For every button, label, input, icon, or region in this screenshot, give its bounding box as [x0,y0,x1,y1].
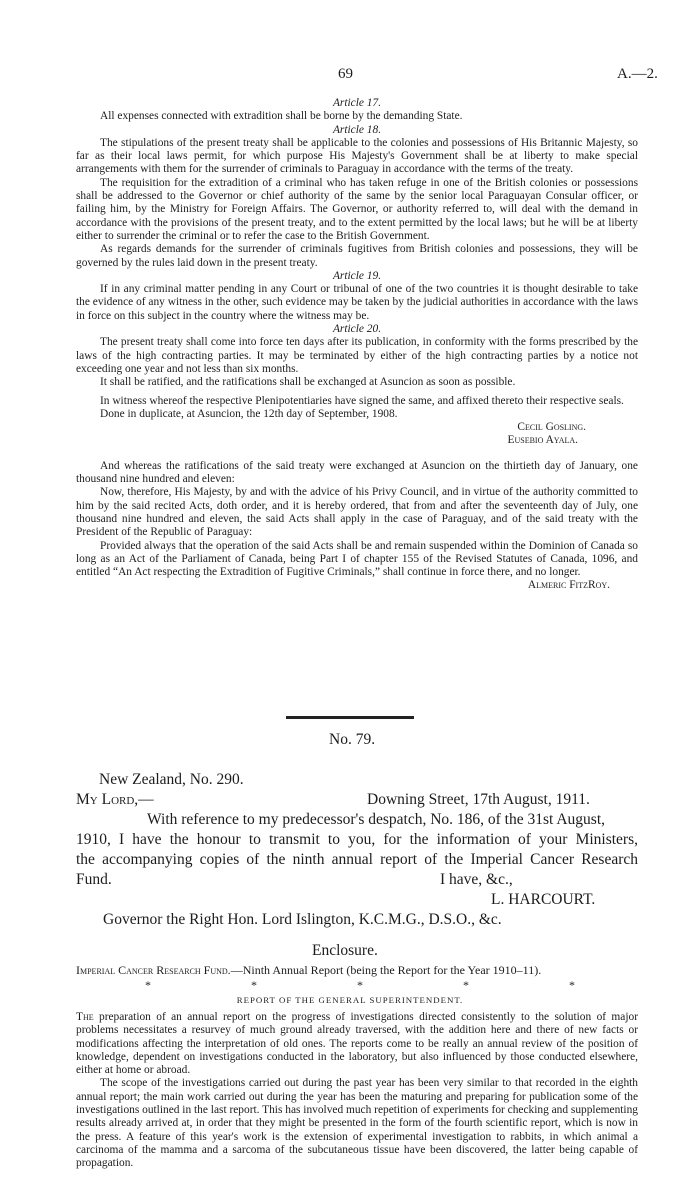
witness-paragraph: In witness whereof the respective Plenipotentiaries have signed the same, and affixed thereto their respective seals. [100,394,624,407]
star: * [357,978,363,992]
report-title [76,963,638,978]
article-19-text: If in any criminal matter pending in any Court or tribunal of one of the two countries it is thought desirable to take the evidence of any witness in the other, such evidence may be taken by the judicial authorities in accordance with the laws in force on this subject in the country where the witness may be. [76,283,638,322]
report-paragraph: The scope of the investigations carried out during the past year has been very similar to that recorded in the eighth annual report; the main work carried out during the year has been the maturing and preparing for publication some of the investigations outlined in the last report. This has involved much repetition of experiments for checking and supplementing results already arrived at, in order that they might be presented in the form of the fourth scientific report, which is now in the press. A feature of this year's work is the extension of experimental investigation to rabbits, in which animal a carcinoma of the mamma and a sarcoma of the subcutaneous tissue have been discovered, the latter being capable of propagation. [76,1077,638,1170]
star: * [463,978,469,992]
done-in-duplicate: Done in duplicate, at Asuncion, the 12th day of September, 1908. [100,407,398,420]
page-number: 69 [338,66,353,82]
article-20-heading: Article 20. [332,323,382,336]
article-19-heading: Article 19. [332,269,382,282]
signature-ayala: Eusebio Ayala. [507,434,578,447]
star: * [251,978,257,992]
star: * [145,978,151,992]
enclosure-heading: Enclosure. [312,942,378,959]
treaty-articles [76,97,638,593]
article-18-paragraph: The requisition for the extradition of a criminal who has taken refuge in one of the British colonies or possessions shall be addressed to the Governor or chief authority of the same by the senior local Paraguayan Consular officer, or failing him, by the Ministry for Foreign Affairs. The Governor, or authority referred to, will deal with the demand in accordance with the provisions of the present treaty, and to the extent permitted by the local laws; but he will be at liberty either to surrender the criminal or to refer the case to the British Government. [76,176,638,242]
article-17-text: All expenses connected with extradition shall be borne by the demanding State. [100,110,463,123]
signature-fitzroy: Almeric FitzRoy. [527,579,610,592]
order-paragraph: And whereas the ratifications of the said treaty were exchanged at Asuncion on the thirtieth day of January, one thousand nine hundred and eleven: [76,459,638,486]
order-paragraph: Provided always that the operation of the said Acts shall be and remain suspended within the Dominion of Canada so long as an Act of the Parliament of Canada, being Part I of chapter 155 of the Revised Statutes of Canada, 1096, and entitled “An Act respecting the Extradition of Fugitive Criminals,” shall continue in force there, and no longer. [76,539,638,579]
star: * [569,978,575,992]
fund-name: Imperial Cancer Research Fund. [76,963,231,977]
addressee: Governor the Right Hon. Lord Islington, K.C.M.G., D.S.O., &c. [103,911,502,928]
despatch-number: No. 79. [329,731,376,748]
report-lead-word: The [76,1011,94,1023]
despatch-line: Fund. [76,871,112,888]
article-17-heading: Article 17. [332,97,382,109]
paper-reference: A.—2. [617,66,658,82]
article-18-paragraph: The stipulations of the present treaty shall be applicable to the colonies and possessions of His Britannic Majesty, so far as their local laws permit, for which purpose His Majesty's Government shall be at liberty to make special arrangements with them for the surrender of criminals to Paraguay in accordance with the terms of the treaty. [76,136,638,176]
place-date: Downing Street, 17th August, 1911. [367,791,590,808]
section-divider [286,716,414,719]
article-18-paragraph: As regards demands for the surrender of criminals fugitives from British colonies and possessions, they will be governed by the rules laid down in the present treaty. [76,243,638,269]
report-body [76,1011,638,1171]
salutation: My Lord,— [76,791,154,808]
omission-stars [145,978,575,993]
closing: I have, &c., [440,871,513,888]
despatch-line: 1910, I have the honour to transmit to you, for the information of your Ministers, [76,831,638,848]
order-paragraph: Now, therefore, His Majesty, by and with the advice of his Privy Council, and in virtue of the authority committed to him by the said recited Acts, doth order, and it is hereby ordered, that from and after the seventeenth day of July, one thousand nine hundred and eleven, the said Acts shall apply in the case of Paraguay, and of the said treaty with the President of the Republic of Paraguay: [76,486,638,539]
despatch-line: the accompanying copies of the ninth annual report of the Imperial Cancer Research [76,851,638,868]
despatch-line: With reference to my predecessor's despatch, No. 186, of the 31st August, [147,811,606,828]
report-paragraph [76,1011,638,1077]
report-heading: REPORT OF THE GENERAL SUPERINTENDENT. [236,995,464,1005]
report-paragraph-text: preparation of an annual report on the progress of investigations directed consistently to the solution of major problems necessitates a resurvey of much ground already traversed, with the addition here and there of new facts or modifications affecting the interpretation of old ones. The reports come to be really an annual review of the position of knowledge, dependent on investigations conducted in the laboratory, but also influenced by those conducted elsewhere, either at home or abroad. [76,1011,639,1077]
signature-gosling: Cecil Gosling. [517,421,586,434]
despatch-origin: New Zealand, No. 290. [99,771,244,788]
article-20-paragraph: It shall be ratified, and the ratifications shall be exchanged at Asuncion as soon as possible. [100,376,516,389]
report-description: —Ninth Annual Report (being the Report for the Year 1910–11). [230,963,542,977]
signature-harcourt: L. HARCOURT. [491,891,596,908]
article-20-paragraph: The present treaty shall come into force ten days after its publication, in conformity with the forms prescribed by the laws of the high contracting parties. It may be terminated by either of the high contracting parties by a notice not exceeding one year and not less than six months. [76,336,638,375]
article-18-heading: Article 18. [332,123,382,136]
